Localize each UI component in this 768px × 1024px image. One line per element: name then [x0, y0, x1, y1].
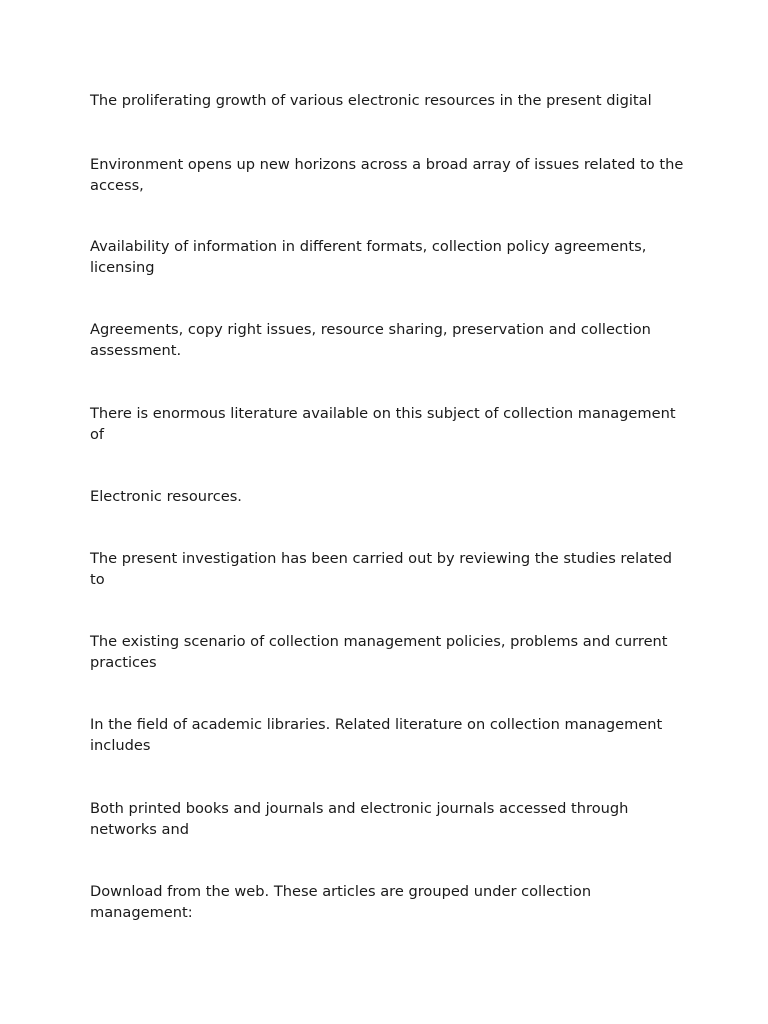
paragraph-7: The present investigation has been carried out by reviewing the studies related to [90, 550, 673, 588]
paragraph-10: Both printed books and journals and electronic journals accessed through networks and [90, 800, 629, 838]
paragraph-6: Electronic resources. [90, 488, 242, 505]
paragraph-2: Environment opens up new horizons across a broad array of issues related to the access, [90, 156, 684, 194]
paragraph-11: Download from the web. These articles are grouped under collection management: [90, 883, 592, 921]
paragraph-1: The proliferating growth of various electronic resources in the present digital [90, 92, 652, 109]
paragraph-5: There is enormous literature available on this subject of collection management of [90, 405, 676, 443]
paragraph-3: Availability of information in different formats, collection policy agreements, licensing [90, 238, 647, 276]
paragraph-4: Agreements, copy right issues, resource sharing, preservation and collection assessment. [90, 321, 651, 359]
paragraph-9: In the field of academic libraries. Related literature on collection management includes [90, 716, 663, 754]
paragraph-8: The existing scenario of collection management policies, problems and current practices [90, 633, 668, 671]
